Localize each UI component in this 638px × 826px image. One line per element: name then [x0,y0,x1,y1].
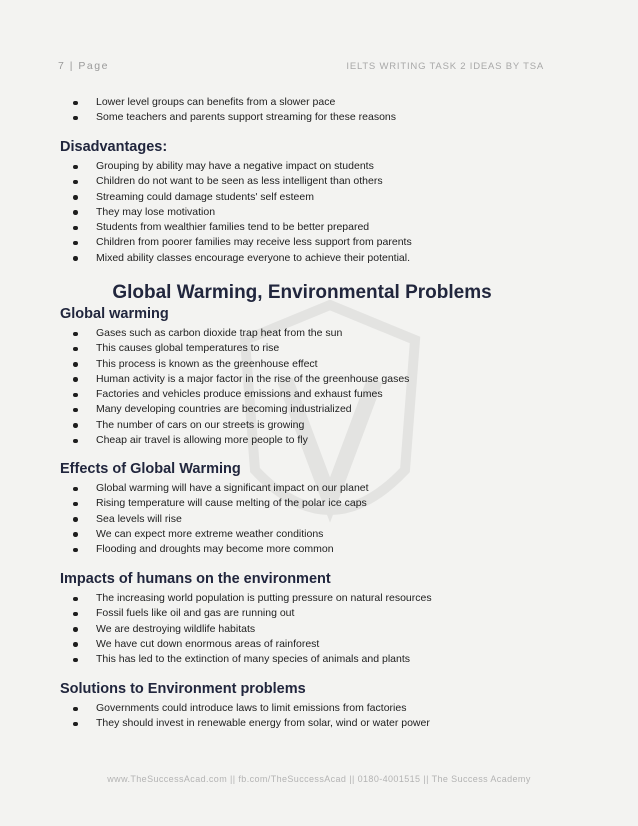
impacts-list [60,591,540,667]
page-footer: www.TheSuccessAcad.com || fb.com/TheSuccessAcad || 0180-4001515 || The Success Academy [107,774,531,784]
list-item: Sea levels will rise [60,512,540,527]
document-header-title: IELTS WRITING TASK 2 IDEAS BY TSA [346,61,544,72]
list-item: Gases such as carbon dioxide trap heat from the sun [60,326,540,341]
list-item: Mixed ability classes encourage everyone to achieve their potential. [60,251,540,266]
global-warming-list [60,326,540,448]
list-item: Fossil fuels like oil and gas are running out [60,606,540,621]
impacts-section [60,570,540,667]
list-item: Many developing countries are becoming industrialized [60,402,540,417]
list-item: They may lose motivation [60,205,540,220]
global-warming-heading: Global warming [60,306,169,322]
list-item: This process is known as the greenhouse effect [60,357,540,372]
effects-list [60,481,540,557]
list-item: We have cut down enormous areas of rainforest [60,637,540,652]
list-item: Global warming will have a significant impact on our planet [60,481,540,496]
list-item: Students from wealthier families tend to be better prepared [60,220,540,235]
disadvantages-list [60,159,540,266]
list-item: Human activity is a major factor in the rise of the greenhouse gases [60,372,540,387]
solutions-list [60,701,540,732]
list-item: We can expect more extreme weather conditions [60,527,540,542]
effects-section [60,460,540,557]
disadvantages-heading: Disadvantages: [60,139,168,155]
list-item: We are destroying wildlife habitats [60,622,540,637]
page-number: 7 | Page [58,60,109,72]
intro-list-block [60,95,540,126]
solutions-heading: Solutions to Environment problems [60,681,306,697]
global-warming-section [60,305,540,448]
list-item: Governments could introduce laws to limit emissions from factories [60,701,540,716]
list-item: They should invest in renewable energy from solar, wind or water power [60,716,540,731]
list-item: Grouping by ability may have a negative impact on students [60,159,540,174]
section-title: Global Warming, Environmental Problems [112,282,492,303]
list-item: Children do not want to be seen as less intelligent than others [60,174,540,189]
disadvantages-section [60,138,540,266]
list-item: The increasing world population is putting pressure on natural resources [60,591,540,606]
list-item: Lower level groups can benefits from a slower pace [60,95,540,110]
solutions-section [60,680,540,732]
list-item: The number of cars on our streets is growing [60,418,540,433]
intro-list [60,95,540,126]
list-item: This causes global temperatures to rise [60,341,540,356]
list-item: Factories and vehicles produce emissions and exhaust fumes [60,387,540,402]
list-item: Streaming could damage students' self esteem [60,190,540,205]
list-item: Some teachers and parents support streaming for these reasons [60,110,540,125]
list-item: Flooding and droughts may become more common [60,542,540,557]
list-item: Rising temperature will cause melting of the polar ice caps [60,496,540,511]
list-item: This has led to the extinction of many species of animals and plants [60,652,540,667]
list-item: Cheap air travel is allowing more people to fly [60,433,540,448]
list-item: Children from poorer families may receive less support from parents [60,235,540,250]
impacts-heading: Impacts of humans on the environment [60,571,331,587]
effects-heading: Effects of Global Warming [60,461,241,477]
